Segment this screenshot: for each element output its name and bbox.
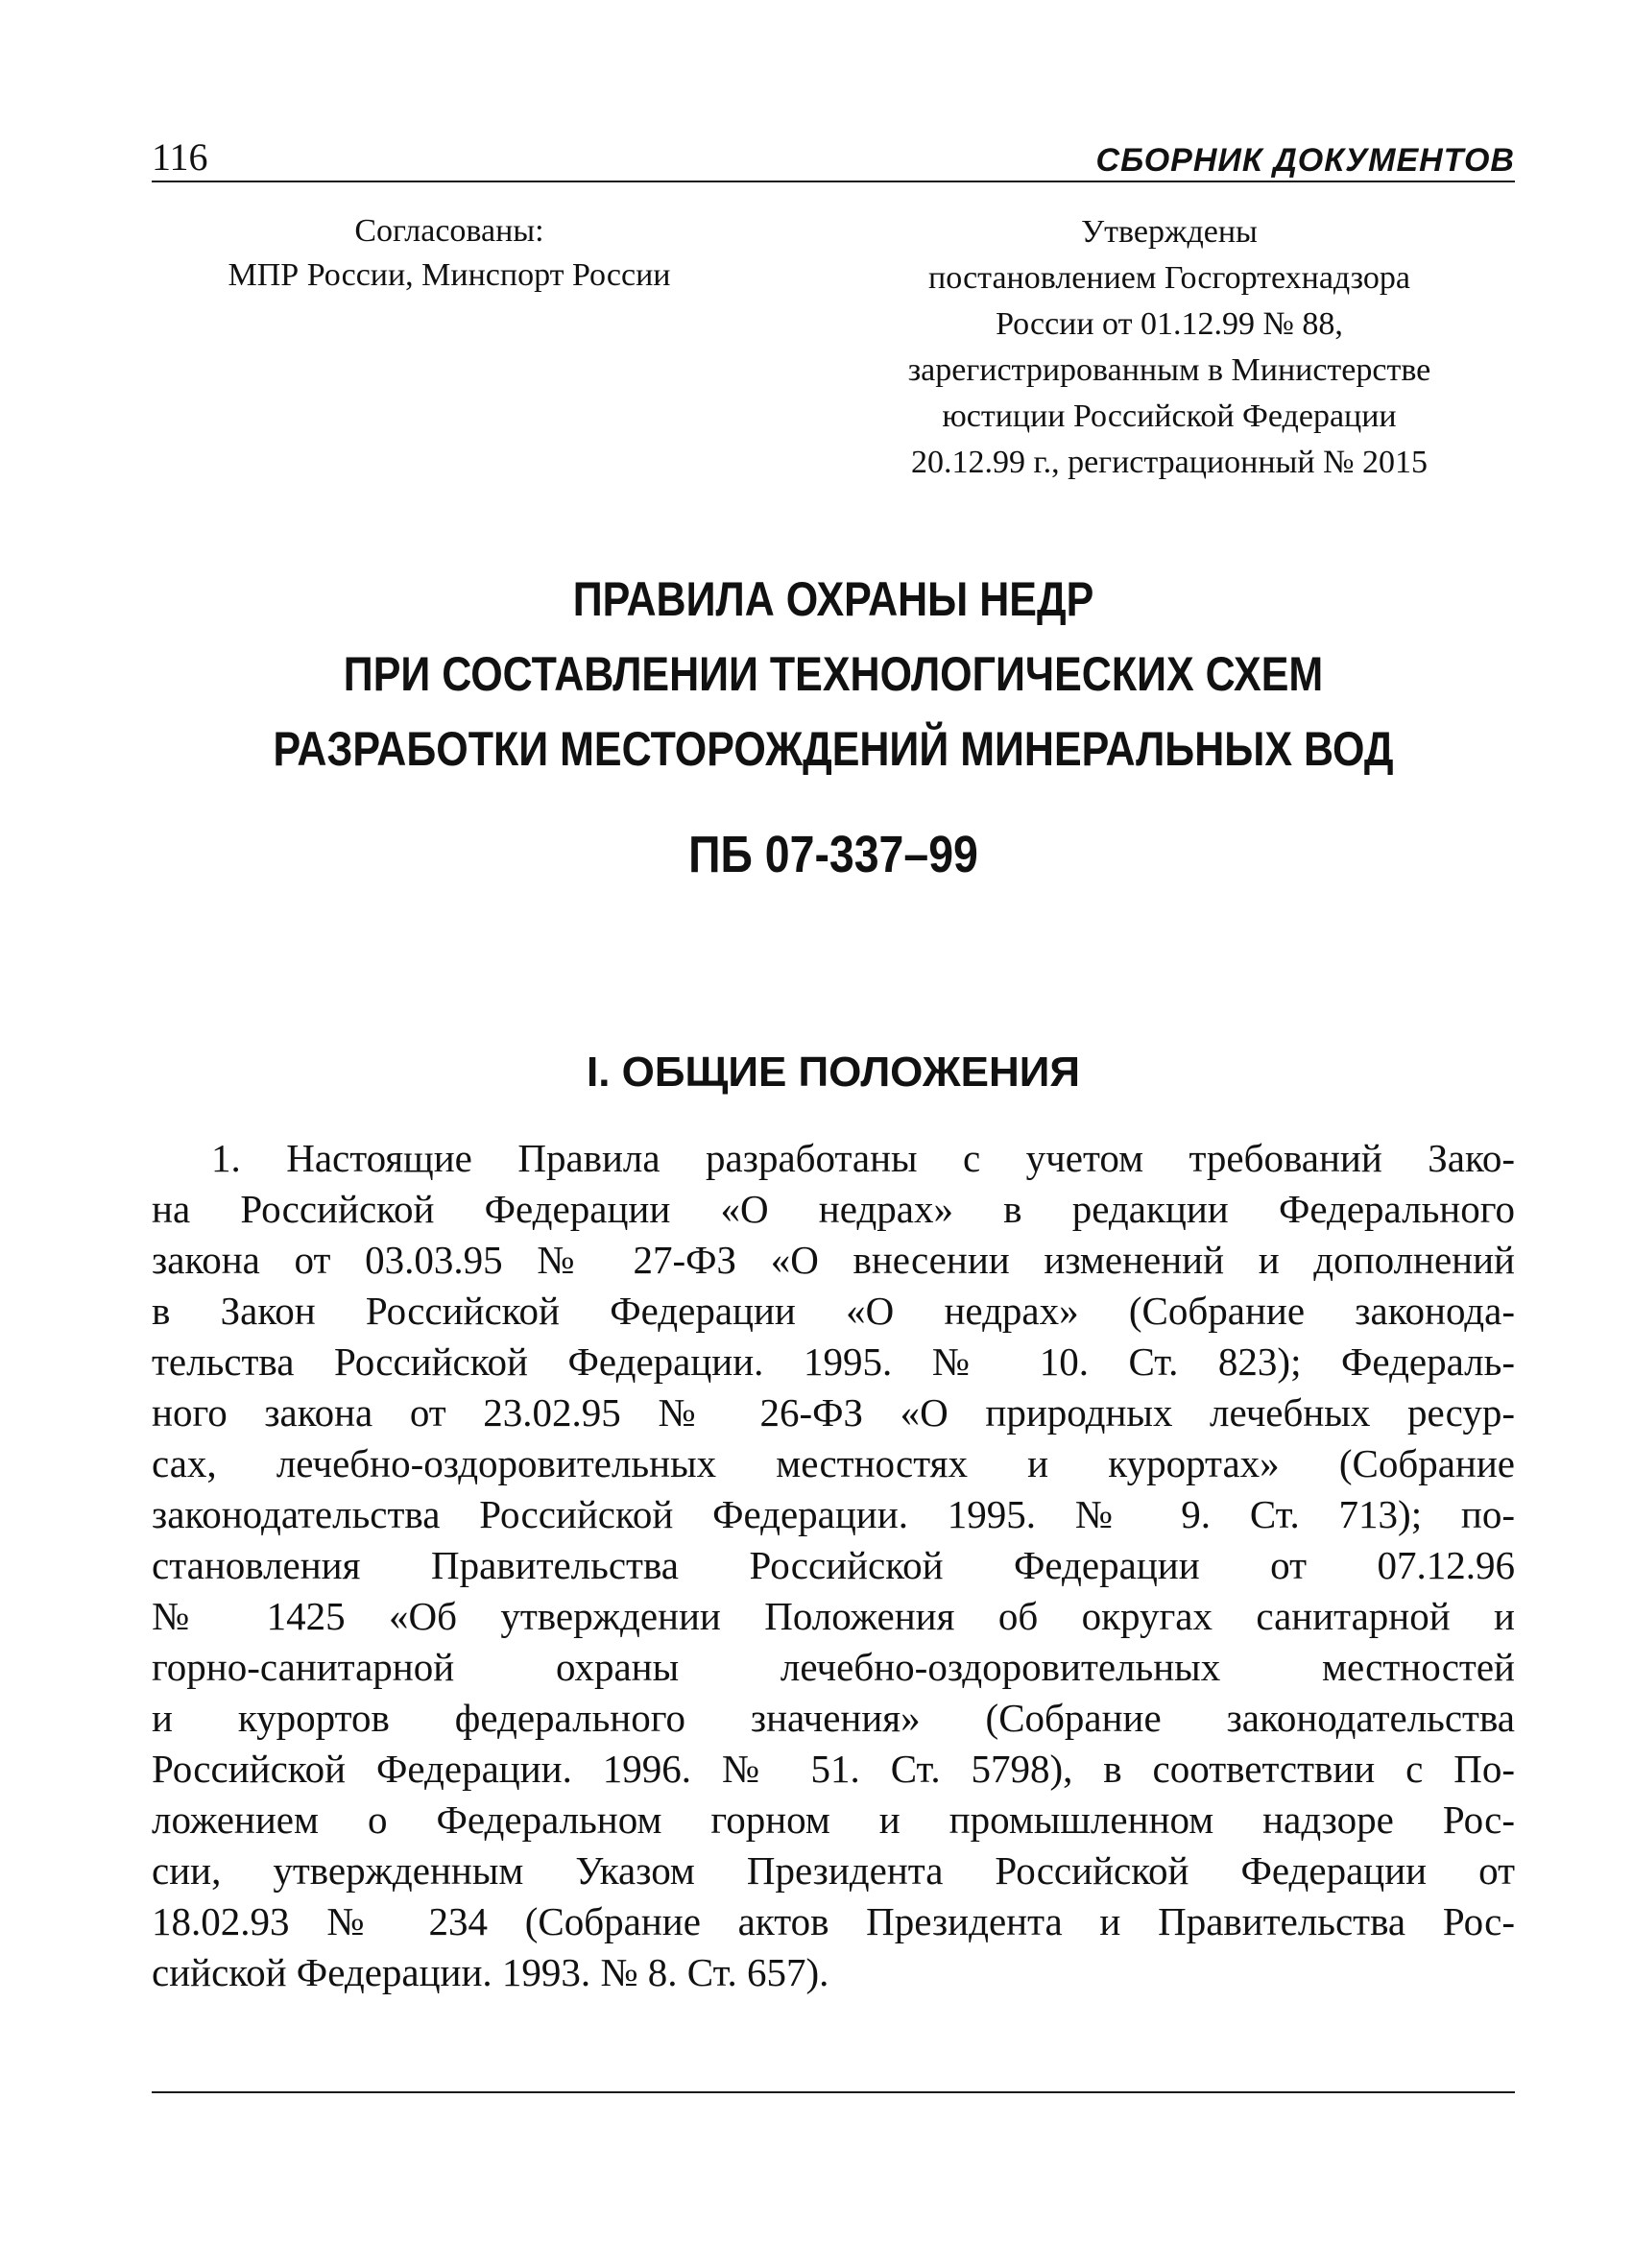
title-line: ПРАВИЛА ОХРАНЫ НЕДР	[572, 572, 1094, 626]
paragraph-line: сах, лечебно-оздоровительных местностях и курортах» (Собрание	[152, 1441, 1515, 1485]
title-line: ПРИ СОСТАВЛЕНИИ ТЕХНОЛОГИЧЕСКИХ СХЕМ	[343, 647, 1324, 701]
paragraph-line: законодательства Российской Федерации. 1995. № 9. Ст. 713); по-	[152, 1492, 1515, 1536]
paragraph-line: становления Правительства Российской Федерации от 07.12.96	[152, 1543, 1515, 1587]
section-paragraph	[152, 1133, 1515, 1998]
document-title	[247, 562, 1419, 786]
paragraph-line: ного закона от 23.02.95 № 26-ФЗ «О природных лечебных ресур-	[152, 1390, 1515, 1435]
running-header	[152, 134, 1515, 182]
paragraph-line: 1. Настоящие Правила разработаны с учетом требований Зако-	[211, 1136, 1515, 1180]
approved-line: постановлением Госгортехнадзора	[928, 260, 1410, 296]
paragraph-line: на Российской Федерации «О недрах» в редакции Федерального	[152, 1187, 1515, 1231]
page-number: 116	[152, 135, 208, 179]
approved-line: России от 01.12.99 № 88,	[996, 306, 1343, 342]
paragraph-line: № 1425 «Об утверждении Положения об округах санитарной и	[152, 1594, 1515, 1638]
approved-block	[824, 209, 1515, 486]
approved-line: юстиции Российской Федерации	[942, 398, 1397, 434]
agreed-line: МПР России, Минспорт России	[228, 257, 671, 293]
paragraph-line: сийской Федерации. 1993. № 8. Ст. 657).	[152, 1950, 829, 1994]
approved-line: 20.12.99 г., регистрационный № 2015	[910, 445, 1429, 480]
approved-line: зарегистрированным в Министерстве	[907, 352, 1431, 388]
paragraph-line: 18.02.93 № 234 (Собрание актов Президента и Правительства Рос-	[152, 1899, 1515, 1943]
collection-title: СБОРНИК ДОКУМЕНТОВ	[1095, 142, 1515, 179]
approval-blocks	[152, 209, 1515, 497]
paragraph-line: Российской Федерации. 1996. № 51. Ст. 5798), в соответствии с По-	[152, 1747, 1515, 1791]
section-heading: I. ОБЩИЕ ПОЛОЖЕНИЯ	[587, 1049, 1080, 1096]
document-code: ПБ 07-337–99	[688, 826, 978, 883]
title-line: РАЗРАБОТКИ МЕСТОРОЖДЕНИЙ МИНЕРАЛЬНЫХ ВОД	[273, 722, 1394, 776]
paragraph-line: в Закон Российской Федерации «О недрах» (Собрание законода-	[152, 1289, 1515, 1333]
approved-line: Утверждены	[1081, 214, 1258, 250]
paragraph-line: ложением о Федеральном горном и промышленном надзоре Рос-	[152, 1798, 1515, 1842]
footnote-divider	[152, 2091, 1515, 2093]
paragraph-line: тельства Российской Федерации. 1995. № 10. Ст. 823); Федераль-	[152, 1339, 1515, 1384]
paragraph-line: закона от 03.03.95 № 27-ФЗ «О внесении изменений и дополнений	[152, 1238, 1515, 1282]
paragraph-line: горно-санитарной охраны лечебно-оздоровительных местностей	[152, 1645, 1515, 1689]
paragraph-line: и курортов федерального значения» (Собрание законодательства	[152, 1696, 1515, 1740]
agreed-line: Согласованы:	[354, 213, 544, 249]
agreed-block	[152, 209, 747, 298]
paragraph-line: сии, утвержденным Указом Президента Российской Федерации от	[152, 1848, 1515, 1893]
